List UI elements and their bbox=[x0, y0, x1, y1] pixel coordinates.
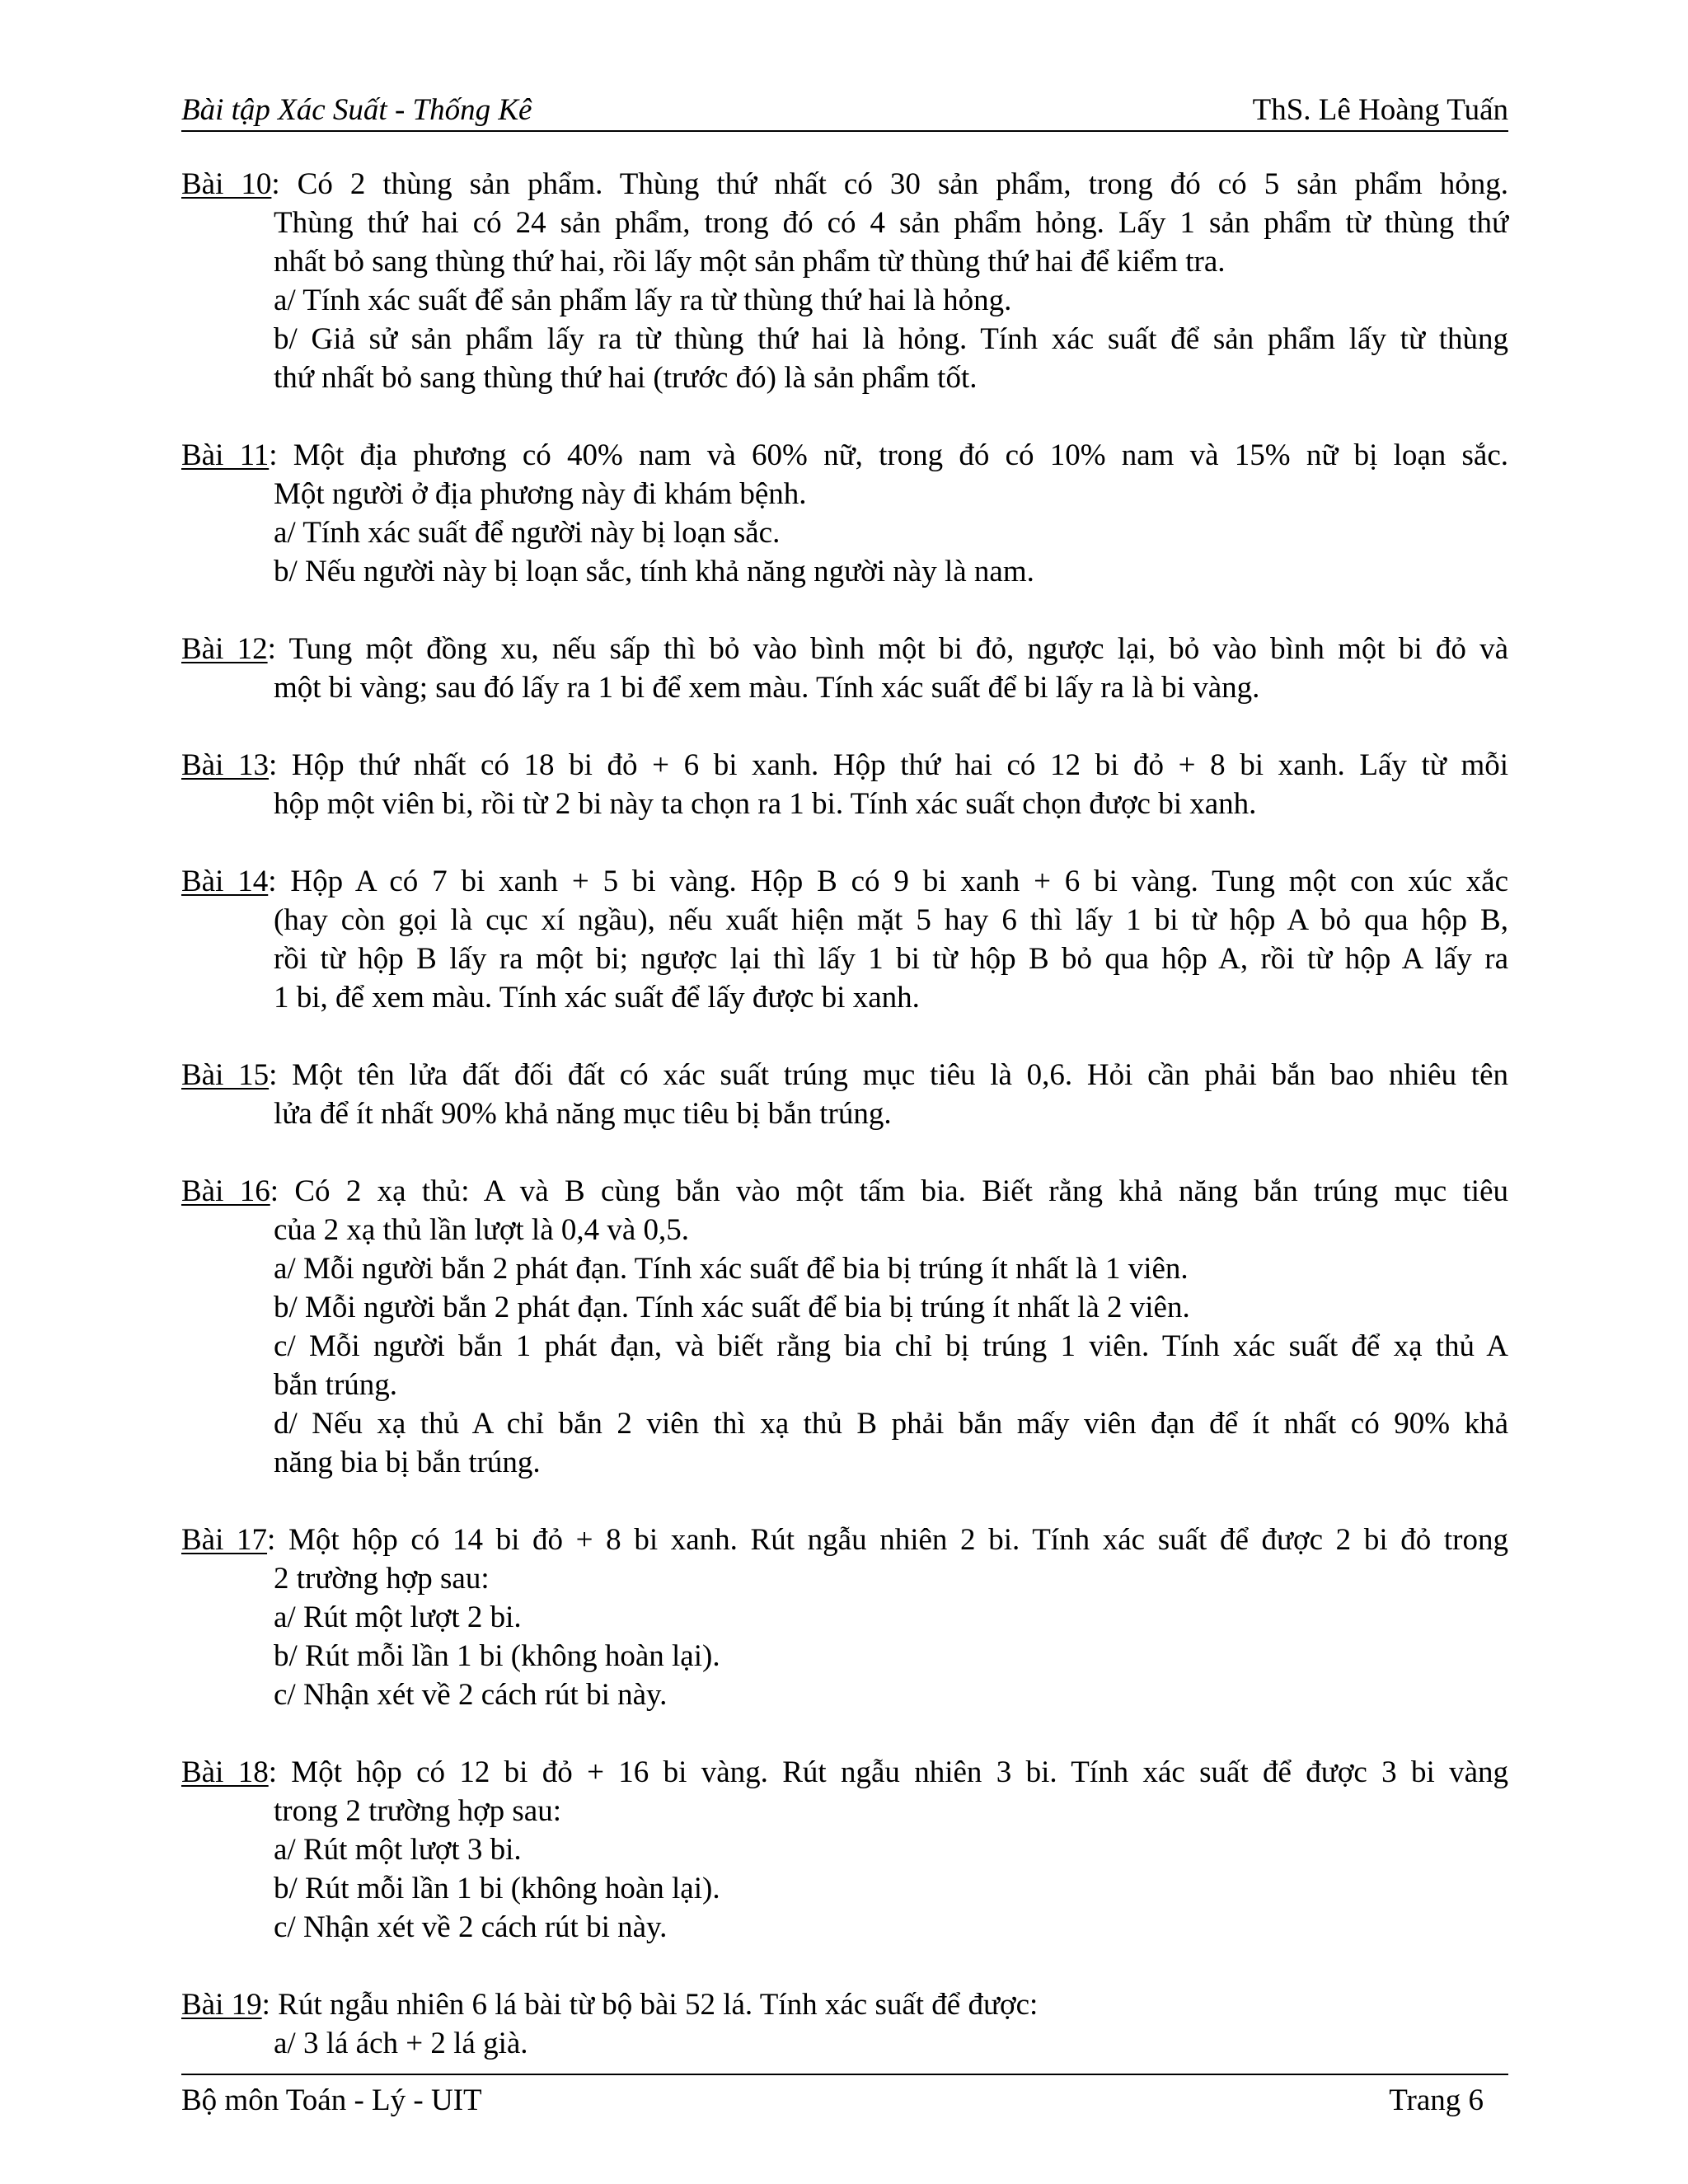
spacer bbox=[181, 1017, 1508, 1056]
problem-text: : Có 2 thùng sản phẩm. Thùng thứ nhất có 30 sản phẩm, trong đó có 5 sản phẩm hỏng. bbox=[271, 167, 1508, 201]
problem-number: Bài 11 bbox=[181, 438, 270, 472]
problem-line: một bi vàng; sau đó lấy ra 1 bi để xem màu. Tính xác suất để bi lấy ra là bi vàng. bbox=[274, 671, 1260, 705]
problem-statement bbox=[181, 1985, 1508, 2024]
problem-line: của 2 xạ thủ lần lượt là 0,4 và 0,5. bbox=[274, 1213, 690, 1247]
problem-line: 1 bi, để xem màu. Tính xác suất để lấy được bi xanh. bbox=[274, 981, 920, 1015]
problem-statement bbox=[181, 630, 1508, 668]
problem-line: a/ Tính xác suất để sản phẩm lấy ra từ thùng thứ hai là hỏng. bbox=[274, 284, 1012, 317]
problem-text: : Tung một đồng xu, nếu sấp thì bỏ vào bình một bi đỏ, ngược lại, bỏ vào bình một bi đỏ và bbox=[267, 632, 1508, 666]
problem-text: : Một tên lửa đất đối đất có xác suất trúng mục tiêu là 0,6. Hỏi cần phải bắn bao nhiêu tên bbox=[269, 1058, 1508, 1092]
problem-line: c/ Mỗi người bắn 1 phát đạn, và biết rằng bia chỉ bị trúng 1 viên. Tính xác suất để xạ thủ A bbox=[274, 1329, 1508, 1363]
problem-line: 2 trường hợp sau: bbox=[274, 1562, 490, 1596]
spacer bbox=[181, 823, 1508, 862]
problem-number: Bài 14 bbox=[181, 865, 269, 898]
spacer bbox=[181, 591, 1508, 630]
problem-number: Bài 18 bbox=[181, 1755, 269, 1789]
problem-number: Bài 19 bbox=[181, 1988, 262, 2022]
problem-line: Thùng thứ hai có 24 sản phẩm, trong đó có 4 sản phẩm hỏng. Lấy 1 sản phẩm từ thùng thứ bbox=[274, 206, 1508, 240]
problem-statement bbox=[181, 1753, 1508, 1792]
problem-line: rồi từ hộp B lấy ra một bi; ngược lại thì lấy 1 bi từ hộp B bỏ qua hộp A, rồi từ hộp A lấy ra bbox=[274, 942, 1508, 976]
problem-line: bắn trúng. bbox=[274, 1368, 398, 1402]
footer-department: Bộ môn Toán - Lý - UIT bbox=[181, 2083, 482, 2117]
problem-list bbox=[181, 165, 1508, 2063]
problem-number: Bài 15 bbox=[181, 1058, 270, 1092]
problem-line: năng bia bị bắn trúng. bbox=[274, 1446, 541, 1479]
header-author: ThS. Lê Hoàng Tuấn bbox=[1252, 93, 1508, 127]
page-number: Trang 6 bbox=[1389, 2083, 1484, 2117]
spacer bbox=[181, 1133, 1508, 1172]
problem-statement bbox=[181, 746, 1508, 785]
problem-line: thứ nhất bỏ sang thùng thứ hai (trước đó) là sản phẩm tốt. bbox=[274, 361, 978, 395]
problem-10 bbox=[181, 165, 1508, 397]
problem-number: Bài 16 bbox=[181, 1174, 270, 1208]
problem-text: : Hộp A có 7 bi xanh + 5 bi vàng. Hộp B có 9 bi xanh + 6 bi vàng. Tung một con xúc xắc bbox=[268, 865, 1508, 898]
problem-line: c/ Nhận xét về 2 cách rút bi này. bbox=[274, 1910, 668, 1944]
problem-line: b/ Nếu người này bị loạn sắc, tính khả năng người này là nam. bbox=[274, 555, 1034, 588]
problem-number: Bài 12 bbox=[181, 632, 268, 666]
page-footer bbox=[181, 2080, 1484, 2121]
problem-statement bbox=[181, 1172, 1508, 1211]
spacer bbox=[181, 1947, 1508, 1985]
problem-17 bbox=[181, 1521, 1508, 1714]
problem-number: Bài 10 bbox=[181, 167, 272, 201]
problem-line: b/ Giả sử sản phẩm lấy ra từ thùng thứ hai là hỏng. Tính xác suất để sản phẩm lấy từ thùng bbox=[274, 322, 1508, 356]
footer-divider bbox=[181, 2074, 1508, 2075]
problem-line: b/ Rút mỗi lần 1 bi (không hoàn lại). bbox=[274, 1872, 720, 1905]
problem-18 bbox=[181, 1753, 1508, 1947]
problem-15 bbox=[181, 1056, 1508, 1133]
problem-text: : Có 2 xạ thủ: A và B cùng bắn vào một tấm bia. Biết rằng khả năng bắn trúng mục tiêu bbox=[270, 1174, 1508, 1208]
problem-text: : Rút ngẫu nhiên 6 lá bài từ bộ bài 52 lá. Tính xác suất để được: bbox=[261, 1988, 1039, 2022]
problem-line: d/ Nếu xạ thủ A chỉ bắn 2 viên thì xạ thủ B phải bắn mấy viên đạn để ít nhất có 90% khả bbox=[274, 1407, 1508, 1441]
problem-statement bbox=[181, 862, 1508, 901]
problem-statement bbox=[181, 165, 1508, 204]
problem-line: nhất bỏ sang thùng thứ hai, rồi lấy một sản phẩm từ thùng thứ hai để kiểm tra. bbox=[274, 245, 1226, 279]
problem-line: Một người ở địa phương này đi khám bệnh. bbox=[274, 477, 807, 511]
spacer bbox=[181, 397, 1508, 436]
problem-line: a/ Mỗi người bắn 2 phát đạn. Tính xác suất để bia bị trúng ít nhất là 1 viên. bbox=[274, 1252, 1189, 1286]
problem-line: (hay còn gọi là cục xí ngầu), nếu xuất hiện mặt 5 hay 6 thì lấy 1 bi từ hộp A bỏ qua hộp B, bbox=[274, 903, 1508, 937]
problem-statement bbox=[181, 1521, 1508, 1559]
problem-12 bbox=[181, 630, 1508, 707]
problem-line: b/ Mỗi người bắn 2 phát đạn. Tính xác suất để bia bị trúng ít nhất là 2 viên. bbox=[274, 1291, 1190, 1324]
problem-14 bbox=[181, 862, 1508, 1017]
problem-text: : Một hộp có 14 bi đỏ + 8 bi xanh. Rút ngẫu nhiên 2 bi. Tính xác suất để được 2 bi đỏ trong bbox=[267, 1523, 1508, 1557]
problem-19 bbox=[181, 1985, 1508, 2063]
spacer bbox=[181, 1714, 1508, 1753]
page-header bbox=[181, 89, 1508, 132]
problem-statement bbox=[181, 436, 1508, 475]
problem-16 bbox=[181, 1172, 1508, 1482]
problem-text: : Hộp thứ nhất có 18 bi đỏ + 6 bi xanh. Hộp thứ hai có 12 bi đỏ + 8 bi xanh. Lấy từ mỗi bbox=[269, 748, 1508, 782]
problem-line: hộp một viên bi, rồi từ 2 bi này ta chọn ra 1 bi. Tính xác suất chọn được bi xanh. bbox=[274, 787, 1257, 821]
problem-line: lửa để ít nhất 90% khả năng mục tiêu bị bắn trúng. bbox=[274, 1097, 892, 1131]
problem-line: a/ 3 lá ách + 2 lá già. bbox=[274, 2027, 528, 2060]
problem-number: Bài 17 bbox=[181, 1523, 268, 1557]
problem-line: b/ Rút mỗi lần 1 bi (không hoàn lại). bbox=[274, 1639, 720, 1673]
spacer bbox=[181, 707, 1508, 746]
problem-statement bbox=[181, 1056, 1508, 1094]
problem-line: a/ Tính xác suất để người này bị loạn sắc. bbox=[274, 516, 781, 550]
problem-line: a/ Rút một lượt 2 bi. bbox=[274, 1601, 522, 1634]
header-course-title: Bài tập Xác Suất - Thống Kê bbox=[181, 93, 532, 127]
header-divider bbox=[181, 130, 1508, 132]
problem-text: : Một hộp có 12 bi đỏ + 16 bi vàng. Rút ngẫu nhiên 3 bi. Tính xác suất để được 3 bi vàng bbox=[268, 1755, 1508, 1789]
problem-text: : Một địa phương có 40% nam và 60% nữ, trong đó có 10% nam và 15% nữ bị loạn sắc. bbox=[269, 438, 1508, 472]
problem-11 bbox=[181, 436, 1508, 591]
problem-line: a/ Rút một lượt 3 bi. bbox=[274, 1833, 522, 1867]
problem-line: c/ Nhận xét về 2 cách rút bi này. bbox=[274, 1678, 668, 1712]
problem-line: trong 2 trường hợp sau: bbox=[274, 1794, 561, 1828]
spacer bbox=[181, 1482, 1508, 1521]
problem-13 bbox=[181, 746, 1508, 823]
problem-number: Bài 13 bbox=[181, 748, 269, 782]
